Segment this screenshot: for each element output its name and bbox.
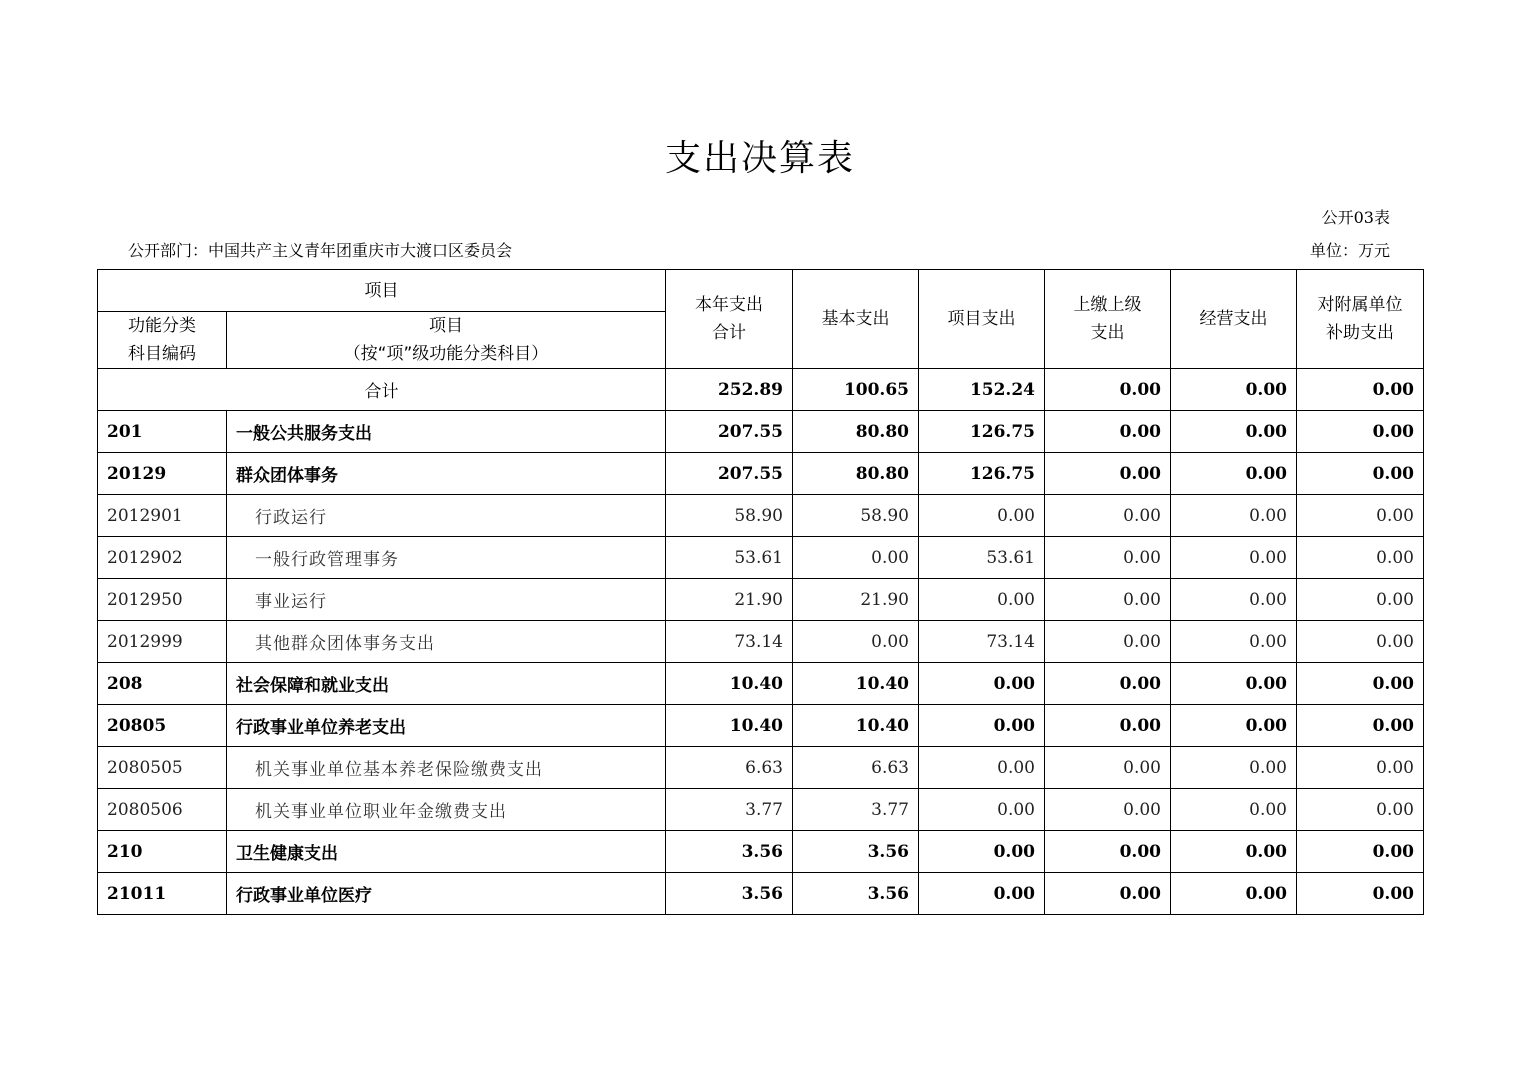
table-row: [98, 579, 1424, 621]
row-name: 其他群众团体事务支出: [227, 621, 666, 663]
row-value: 0.00: [919, 495, 1045, 537]
row-name: 一般公共服务支出: [227, 411, 666, 453]
total-value: 0.00: [1045, 369, 1171, 411]
row-name: 社会保障和就业支出: [227, 663, 666, 705]
row-code: 21011: [98, 873, 227, 915]
table-row: [98, 705, 1424, 747]
table-row: [98, 873, 1424, 915]
row-value: 0.00: [1045, 579, 1171, 621]
row-value: 0.00: [919, 873, 1045, 915]
row-value: 0.00: [1171, 831, 1297, 873]
row-value: 126.75: [919, 411, 1045, 453]
row-value: 0.00: [1171, 705, 1297, 747]
table-row: [98, 663, 1424, 705]
row-value: 10.40: [666, 663, 793, 705]
row-code: 20805: [98, 705, 227, 747]
table-row: [98, 621, 1424, 663]
row-value: 0.00: [919, 663, 1045, 705]
row-value: 53.61: [919, 537, 1045, 579]
table-row: [98, 831, 1424, 873]
row-value: 207.55: [666, 411, 793, 453]
row-code: 2012902: [98, 537, 227, 579]
row-value: 10.40: [793, 663, 919, 705]
row-name: 事业运行: [227, 579, 666, 621]
row-value: 0.00: [1171, 453, 1297, 495]
row-value: 21.90: [666, 579, 793, 621]
row-name: 机关事业单位职业年金缴费支出: [227, 789, 666, 831]
row-value: 10.40: [666, 705, 793, 747]
total-value: 0.00: [1171, 369, 1297, 411]
row-value: 3.56: [666, 873, 793, 915]
header-code: 功能分类 科目编码: [98, 312, 227, 369]
row-value: 80.80: [793, 411, 919, 453]
row-code: 2080506: [98, 789, 227, 831]
row-value: 0.00: [1045, 705, 1171, 747]
form-number: 公开03表: [1321, 208, 1390, 227]
row-value: 0.00: [1297, 411, 1424, 453]
row-value: 58.90: [666, 495, 793, 537]
row-value: 0.00: [919, 831, 1045, 873]
total-label: 合计: [98, 369, 666, 411]
row-code: 2080505: [98, 747, 227, 789]
row-value: 0.00: [919, 579, 1045, 621]
row-value: 6.63: [666, 747, 793, 789]
page-title: 支出决算表: [664, 138, 855, 179]
total-value: 252.89: [666, 369, 793, 411]
row-value: 0.00: [1045, 537, 1171, 579]
row-value: 0.00: [793, 537, 919, 579]
row-value: 0.00: [1171, 621, 1297, 663]
row-value: 0.00: [1297, 621, 1424, 663]
row-name: 行政事业单位养老支出: [227, 705, 666, 747]
row-value: 207.55: [666, 453, 793, 495]
row-name: 群众团体事务: [227, 453, 666, 495]
header-basic: 基本支出: [793, 270, 919, 369]
row-value: 0.00: [793, 621, 919, 663]
row-value: 73.14: [919, 621, 1045, 663]
row-value: 0.00: [1297, 495, 1424, 537]
row-value: 0.00: [1297, 453, 1424, 495]
row-value: 0.00: [1171, 579, 1297, 621]
table-row: [98, 411, 1424, 453]
row-value: 10.40: [793, 705, 919, 747]
row-value: 0.00: [1297, 663, 1424, 705]
row-value: 0.00: [1171, 747, 1297, 789]
row-value: 0.00: [1297, 831, 1424, 873]
row-value: 0.00: [1297, 873, 1424, 915]
row-value: 0.00: [1171, 495, 1297, 537]
row-value: 0.00: [1297, 705, 1424, 747]
row-value: 0.00: [1045, 621, 1171, 663]
row-value: 0.00: [1045, 663, 1171, 705]
row-value: 126.75: [919, 453, 1045, 495]
total-row: [98, 369, 1424, 411]
row-value: 0.00: [1297, 747, 1424, 789]
row-code: 20129: [98, 453, 227, 495]
total-value: 152.24: [919, 369, 1045, 411]
row-value: 21.90: [793, 579, 919, 621]
header-subsidy: 对附属单位 补助支出: [1297, 270, 1424, 369]
row-value: 3.56: [793, 831, 919, 873]
table-row: [98, 537, 1424, 579]
row-value: 0.00: [1045, 747, 1171, 789]
row-value: 0.00: [919, 705, 1045, 747]
row-code: 2012950: [98, 579, 227, 621]
unit-label: 单位：万元: [1309, 241, 1390, 260]
row-value: 0.00: [1297, 579, 1424, 621]
header-project-exp: 项目支出: [919, 270, 1045, 369]
table-row: [98, 789, 1424, 831]
row-code: 208: [98, 663, 227, 705]
total-value: 0.00: [1297, 369, 1424, 411]
row-value: 0.00: [919, 789, 1045, 831]
header-upper: 上缴上级 支出: [1045, 270, 1171, 369]
row-value: 0.00: [1297, 537, 1424, 579]
row-value: 0.00: [1171, 411, 1297, 453]
row-code: 210: [98, 831, 227, 873]
row-value: 80.80: [793, 453, 919, 495]
header-total: 本年支出 合计: [666, 270, 793, 369]
row-code: 201: [98, 411, 227, 453]
row-value: 3.77: [666, 789, 793, 831]
row-value: 0.00: [919, 747, 1045, 789]
table-row: [98, 453, 1424, 495]
table-row: [98, 747, 1424, 789]
row-value: 0.00: [1045, 453, 1171, 495]
row-code: 2012901: [98, 495, 227, 537]
row-name: 行政事业单位医疗: [227, 873, 666, 915]
row-value: 0.00: [1045, 789, 1171, 831]
row-value: 0.00: [1045, 495, 1171, 537]
header-project: 项目: [98, 270, 666, 312]
row-value: 0.00: [1297, 789, 1424, 831]
row-name: 机关事业单位基本养老保险缴费支出: [227, 747, 666, 789]
row-value: 0.00: [1171, 537, 1297, 579]
total-value: 100.65: [793, 369, 919, 411]
header-name: 项目 （按“项”级功能分类科目）: [227, 312, 666, 369]
row-value: 0.00: [1045, 831, 1171, 873]
row-name: 一般行政管理事务: [227, 537, 666, 579]
expenditure-table: [97, 269, 1424, 915]
row-value: 3.56: [666, 831, 793, 873]
row-value: 0.00: [1045, 873, 1171, 915]
row-value: 3.56: [793, 873, 919, 915]
row-value: 0.00: [1171, 789, 1297, 831]
row-code: 2012999: [98, 621, 227, 663]
department-label: 公开部门：中国共产主义青年团重庆市大渡口区委员会: [128, 241, 513, 260]
row-name: 卫生健康支出: [227, 831, 666, 873]
row-value: 73.14: [666, 621, 793, 663]
row-value: 58.90: [793, 495, 919, 537]
row-value: 3.77: [793, 789, 919, 831]
row-name: 行政运行: [227, 495, 666, 537]
row-value: 0.00: [1045, 411, 1171, 453]
row-value: 0.00: [1171, 873, 1297, 915]
header-business: 经营支出: [1171, 270, 1297, 369]
row-value: 6.63: [793, 747, 919, 789]
row-value: 0.00: [1171, 663, 1297, 705]
table-row: [98, 495, 1424, 537]
row-value: 53.61: [666, 537, 793, 579]
